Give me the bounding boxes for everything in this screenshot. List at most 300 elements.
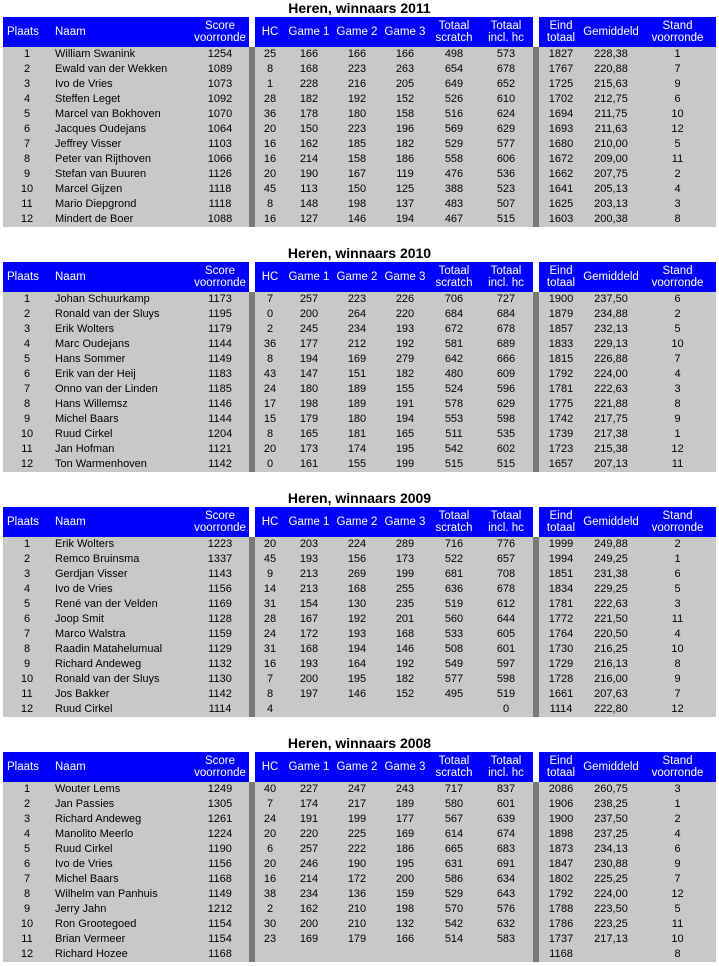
cell-eind-totaal: 1657 <box>539 457 583 472</box>
table-row <box>3 782 716 797</box>
cell-gemiddeld: 234,13 <box>583 842 639 857</box>
cell-naam: Stefan van Buuren <box>51 167 191 182</box>
cell-game-3: 146 <box>381 642 429 657</box>
cell-totaal-scratch: 581 <box>429 337 479 352</box>
cell-stand-voorronde: 9 <box>639 857 716 872</box>
cell-totaal-incl-hc: 597 <box>479 657 533 672</box>
cell-totaal-scratch: 716 <box>429 537 479 552</box>
cell-game-2: 223 <box>333 62 381 77</box>
cell-hc: 20 <box>255 167 285 182</box>
cell-stand-voorronde: 7 <box>639 687 716 702</box>
cell-score-voorronde: 1142 <box>191 457 249 472</box>
cell-totaal-scratch: 560 <box>429 612 479 627</box>
cell-totaal-scratch: 495 <box>429 687 479 702</box>
cell-hc: 8 <box>255 687 285 702</box>
table-row <box>3 567 716 582</box>
cell-plaats: 7 <box>3 137 51 152</box>
cell-score-voorronde: 1169 <box>191 597 249 612</box>
cell-plaats: 6 <box>3 122 51 137</box>
cell-totaal-incl-hc: 515 <box>479 212 533 227</box>
cell-game-1: 214 <box>285 872 333 887</box>
cell-eind-totaal: 1857 <box>539 322 583 337</box>
cell-hc: 20 <box>255 442 285 457</box>
header-label: HC <box>261 760 279 773</box>
cell-eind-totaal: 1788 <box>539 902 583 917</box>
cell-hc: 30 <box>255 917 285 932</box>
cell-game-1 <box>285 947 333 962</box>
cell-game-2: 174 <box>333 442 381 457</box>
cell-game-3: 186 <box>381 152 429 167</box>
cell-game-2: 180 <box>333 412 381 427</box>
cell-totaal-scratch: 717 <box>429 782 479 797</box>
cell-stand-voorronde: 1 <box>639 47 716 62</box>
cell-plaats: 2 <box>3 62 51 77</box>
results-table <box>3 262 716 472</box>
cell-plaats: 7 <box>3 382 51 397</box>
cell-plaats: 1 <box>3 537 51 552</box>
cell-game-3 <box>381 947 429 962</box>
header-label: Totaal <box>438 264 470 277</box>
header-label: Totaal <box>438 19 470 32</box>
cell-stand-voorronde: 4 <box>639 367 716 382</box>
cell-score-voorronde: 1066 <box>191 152 249 167</box>
header-game-3 <box>381 507 429 537</box>
cell-totaal-scratch: 388 <box>429 182 479 197</box>
cell-eind-totaal: 1786 <box>539 917 583 932</box>
cell-game-3: 199 <box>381 457 429 472</box>
cell-totaal-scratch: 480 <box>429 367 479 382</box>
cell-totaal-incl-hc: 684 <box>479 307 533 322</box>
header-label: scratch <box>435 522 473 534</box>
cell-hc: 24 <box>255 627 285 642</box>
header-hc <box>255 17 285 47</box>
header-naam <box>51 17 191 47</box>
table-row <box>3 457 716 472</box>
cell-naam: Ton Warmenhoven <box>51 457 191 472</box>
cell-totaal-scratch: 654 <box>429 62 479 77</box>
cell-totaal-scratch: 570 <box>429 902 479 917</box>
cell-totaal-incl-hc: 612 <box>479 597 533 612</box>
header-totaal-incl-hc <box>479 262 533 292</box>
cell-stand-voorronde: 6 <box>639 567 716 582</box>
cell-hc: 38 <box>255 887 285 902</box>
cell-hc: 6 <box>255 842 285 857</box>
cell-game-3: 193 <box>381 322 429 337</box>
results-table <box>3 17 716 227</box>
table-row <box>3 812 716 827</box>
cell-plaats: 9 <box>3 657 51 672</box>
cell-naam: Marcel Gijzen <box>51 182 191 197</box>
table-row <box>3 642 716 657</box>
cell-game-2: 212 <box>333 337 381 352</box>
cell-game-3: 199 <box>381 567 429 582</box>
cell-game-2: 223 <box>333 292 381 307</box>
header-gemiddeld <box>583 507 639 537</box>
cell-game-3: 235 <box>381 597 429 612</box>
cell-game-2: 156 <box>333 552 381 567</box>
cell-hc: 7 <box>255 797 285 812</box>
header-row <box>3 17 716 47</box>
header-naam <box>51 507 191 537</box>
cell-plaats: 11 <box>3 442 51 457</box>
table-row <box>3 672 716 687</box>
cell-gemiddeld: 216,00 <box>583 672 639 687</box>
cell-naam: Erik Wolters <box>51 537 191 552</box>
header-label: Score <box>204 509 236 522</box>
cell-game-2: 181 <box>333 427 381 442</box>
cell-totaal-scratch: 524 <box>429 382 479 397</box>
cell-stand-voorronde: 1 <box>639 552 716 567</box>
header-plaats <box>3 752 51 782</box>
cell-eind-totaal: 1603 <box>539 212 583 227</box>
cell-gemiddeld: 200,38 <box>583 212 639 227</box>
header-label: incl. hc <box>488 32 524 44</box>
cell-game-2: 195 <box>333 672 381 687</box>
cell-game-1: 203 <box>285 537 333 552</box>
cell-gemiddeld: 229,13 <box>583 337 639 352</box>
header-label: Game 3 <box>384 270 426 283</box>
cell-game-2: 155 <box>333 457 381 472</box>
cell-hc: 20 <box>255 857 285 872</box>
cell-totaal-incl-hc: 519 <box>479 687 533 702</box>
cell-eind-totaal: 1792 <box>539 367 583 382</box>
cell-stand-voorronde: 4 <box>639 182 716 197</box>
cell-gemiddeld: 229,25 <box>583 582 639 597</box>
cell-game-1: 161 <box>285 457 333 472</box>
cell-gemiddeld: 226,88 <box>583 352 639 367</box>
cell-game-2: 166 <box>333 47 381 62</box>
cell-totaal-scratch <box>429 702 479 717</box>
cell-stand-voorronde: 9 <box>639 77 716 92</box>
header-game-1 <box>285 262 333 292</box>
cell-game-2: 217 <box>333 797 381 812</box>
header-totaal-scratch <box>429 17 479 47</box>
cell-totaal-incl-hc: 577 <box>479 137 533 152</box>
cell-gemiddeld: 232,13 <box>583 322 639 337</box>
cell-game-2: 194 <box>333 642 381 657</box>
cell-naam: Ruud Cirkel <box>51 427 191 442</box>
header-hc <box>255 262 285 292</box>
cell-gemiddeld: 216,25 <box>583 642 639 657</box>
cell-game-3: 132 <box>381 917 429 932</box>
header-label: Totaal <box>490 509 522 522</box>
cell-game-1: 200 <box>285 672 333 687</box>
table-row <box>3 322 716 337</box>
cell-totaal-incl-hc: 678 <box>479 322 533 337</box>
header-label: voorronde <box>651 767 704 779</box>
cell-eind-totaal: 1730 <box>539 642 583 657</box>
cell-eind-totaal: 1680 <box>539 137 583 152</box>
cell-game-3: 137 <box>381 197 429 212</box>
cell-stand-voorronde: 7 <box>639 62 716 77</box>
cell-stand-voorronde: 12 <box>639 702 716 717</box>
header-totaal-incl-hc <box>479 507 533 537</box>
cell-game-2: 168 <box>333 582 381 597</box>
header-score-voorronde <box>191 17 249 47</box>
cell-game-1: 228 <box>285 77 333 92</box>
cell-hc: 25 <box>255 47 285 62</box>
table-row <box>3 47 716 62</box>
header-label: Stand <box>662 19 693 32</box>
header-label: Gemiddeld <box>583 760 639 773</box>
cell-hc: 0 <box>255 307 285 322</box>
cell-game-3: 198 <box>381 902 429 917</box>
cell-naam: Johan Schuurkamp <box>51 292 191 307</box>
cell-naam: Mario Diepgrond <box>51 197 191 212</box>
cell-hc: 28 <box>255 612 285 627</box>
table-row <box>3 442 716 457</box>
cell-gemiddeld: 212,75 <box>583 92 639 107</box>
cell-game-2: 247 <box>333 782 381 797</box>
cell-game-3: 173 <box>381 552 429 567</box>
cell-hc: 45 <box>255 182 285 197</box>
cell-gemiddeld: 249,88 <box>583 537 639 552</box>
header-label: Eind <box>549 754 573 767</box>
cell-gemiddeld: 217,13 <box>583 932 639 947</box>
cell-game-3: 155 <box>381 382 429 397</box>
header-label: Game 2 <box>336 515 378 528</box>
header-game-2 <box>333 507 381 537</box>
header-hc <box>255 507 285 537</box>
cell-hc: 9 <box>255 567 285 582</box>
cell-game-1: 213 <box>285 582 333 597</box>
cell-game-2: 151 <box>333 367 381 382</box>
cell-stand-voorronde: 5 <box>639 322 716 337</box>
cell-gemiddeld: 237,25 <box>583 827 639 842</box>
header-label: Score <box>204 264 236 277</box>
cell-totaal-incl-hc: 598 <box>479 412 533 427</box>
cell-game-2: 158 <box>333 152 381 167</box>
cell-eind-totaal: 1764 <box>539 627 583 642</box>
cell-stand-voorronde: 8 <box>639 947 716 962</box>
cell-eind-totaal: 1847 <box>539 857 583 872</box>
header-label: Totaal <box>438 509 470 522</box>
cell-score-voorronde: 1126 <box>191 167 249 182</box>
cell-score-voorronde: 1149 <box>191 352 249 367</box>
header-label: Game 1 <box>288 25 330 38</box>
cell-naam: Brian Vermeer <box>51 932 191 947</box>
cell-game-1: 113 <box>285 182 333 197</box>
cell-stand-voorronde: 2 <box>639 812 716 827</box>
cell-naam: Peter van Rijthoven <box>51 152 191 167</box>
cell-hc: 16 <box>255 657 285 672</box>
header-game-1 <box>285 17 333 47</box>
cell-eind-totaal: 1781 <box>539 597 583 612</box>
table-row <box>3 797 716 812</box>
header-totaal-scratch <box>429 752 479 782</box>
cell-game-3: 158 <box>381 107 429 122</box>
header-label: Gemiddeld <box>583 25 639 38</box>
cell-totaal-incl-hc: 583 <box>479 932 533 947</box>
header-naam <box>51 752 191 782</box>
cell-eind-totaal: 1114 <box>539 702 583 717</box>
cell-gemiddeld: 211,75 <box>583 107 639 122</box>
cell-game-1: 220 <box>285 827 333 842</box>
header-label: totaal <box>546 522 576 534</box>
cell-totaal-incl-hc: 605 <box>479 627 533 642</box>
table-row <box>3 932 716 947</box>
cell-totaal-scratch: 529 <box>429 887 479 902</box>
cell-totaal-scratch: 706 <box>429 292 479 307</box>
table-row <box>3 397 716 412</box>
cell-game-3: 200 <box>381 872 429 887</box>
cell-score-voorronde: 1064 <box>191 122 249 137</box>
cell-score-voorronde: 1249 <box>191 782 249 797</box>
cell-plaats: 3 <box>3 812 51 827</box>
cell-score-voorronde: 1118 <box>191 197 249 212</box>
table-row <box>3 212 716 227</box>
cell-plaats: 11 <box>3 197 51 212</box>
cell-game-2: 180 <box>333 107 381 122</box>
cell-totaal-incl-hc: 609 <box>479 367 533 382</box>
cell-stand-voorronde: 3 <box>639 597 716 612</box>
cell-game-2: 198 <box>333 197 381 212</box>
cell-game-2: 234 <box>333 322 381 337</box>
cell-hc: 8 <box>255 197 285 212</box>
cell-score-voorronde: 1149 <box>191 887 249 902</box>
header-label: totaal <box>546 767 576 779</box>
cell-score-voorronde: 1154 <box>191 932 249 947</box>
cell-totaal-incl-hc: 624 <box>479 107 533 122</box>
header-row <box>3 507 716 537</box>
cell-game-2: 224 <box>333 537 381 552</box>
cell-game-1: 245 <box>285 322 333 337</box>
cell-score-voorronde: 1168 <box>191 872 249 887</box>
cell-game-3: 182 <box>381 672 429 687</box>
header-game-2 <box>333 752 381 782</box>
cell-game-2: 192 <box>333 612 381 627</box>
cell-gemiddeld <box>583 947 639 962</box>
cell-game-1: 172 <box>285 627 333 642</box>
header-game-1 <box>285 752 333 782</box>
cell-naam: Hans Willemsz <box>51 397 191 412</box>
cell-game-1: 178 <box>285 107 333 122</box>
cell-plaats: 4 <box>3 92 51 107</box>
cell-hc: 2 <box>255 322 285 337</box>
cell-totaal-scratch: 514 <box>429 932 479 947</box>
cell-totaal-scratch: 636 <box>429 582 479 597</box>
cell-totaal-incl-hc: 634 <box>479 872 533 887</box>
cell-game-1: 168 <box>285 62 333 77</box>
cell-game-3: 289 <box>381 537 429 552</box>
cell-eind-totaal: 1827 <box>539 47 583 62</box>
cell-plaats: 8 <box>3 642 51 657</box>
cell-gemiddeld: 216,13 <box>583 657 639 672</box>
cell-game-2: 189 <box>333 397 381 412</box>
cell-naam: Onno van der Linden <box>51 382 191 397</box>
cell-gemiddeld: 207,75 <box>583 167 639 182</box>
header-totaal-scratch <box>429 507 479 537</box>
results-section <box>0 490 719 721</box>
cell-totaal-incl-hc: 576 <box>479 902 533 917</box>
cell-plaats: 10 <box>3 182 51 197</box>
cell-totaal-incl-hc: 515 <box>479 457 533 472</box>
cell-stand-voorronde: 11 <box>639 612 716 627</box>
cell-naam: Gerdjan Visser <box>51 567 191 582</box>
cell-naam: Ewald van der Wekken <box>51 62 191 77</box>
cell-gemiddeld: 234,88 <box>583 307 639 322</box>
header-stand-voorronde <box>639 752 716 782</box>
table-row <box>3 687 716 702</box>
cell-totaal-incl-hc: 657 <box>479 552 533 567</box>
cell-totaal-incl-hc: 573 <box>479 47 533 62</box>
cell-eind-totaal: 2086 <box>539 782 583 797</box>
cell-naam: Steffen Leget <box>51 92 191 107</box>
header-label: voorronde <box>194 522 246 534</box>
header-game-3 <box>381 752 429 782</box>
cell-game-1: 193 <box>285 552 333 567</box>
cell-totaal-incl-hc: 601 <box>479 642 533 657</box>
cell-eind-totaal: 1898 <box>539 827 583 842</box>
cell-game-2: 225 <box>333 827 381 842</box>
cell-game-2 <box>333 702 381 717</box>
cell-totaal-scratch: 483 <box>429 197 479 212</box>
cell-score-voorronde: 1070 <box>191 107 249 122</box>
cell-naam: Ruud Cirkel <box>51 842 191 857</box>
cell-gemiddeld: 237,50 <box>583 292 639 307</box>
cell-score-voorronde: 1154 <box>191 917 249 932</box>
cell-score-voorronde: 1183 <box>191 367 249 382</box>
cell-eind-totaal: 1767 <box>539 62 583 77</box>
header-label: Game 2 <box>336 270 378 283</box>
cell-totaal-incl-hc: 536 <box>479 167 533 182</box>
header-eind-totaal <box>539 262 583 292</box>
cell-game-3: 194 <box>381 412 429 427</box>
cell-stand-voorronde: 10 <box>639 932 716 947</box>
cell-gemiddeld: 215,63 <box>583 77 639 92</box>
header-label: scratch <box>435 32 473 44</box>
cell-score-voorronde: 1129 <box>191 642 249 657</box>
cell-totaal-scratch: 533 <box>429 627 479 642</box>
cell-eind-totaal: 1693 <box>539 122 583 137</box>
cell-hc: 36 <box>255 337 285 352</box>
cell-game-3: 192 <box>381 657 429 672</box>
cell-score-voorronde: 1173 <box>191 292 249 307</box>
header-gemiddeld <box>583 752 639 782</box>
cell-stand-voorronde: 6 <box>639 292 716 307</box>
cell-gemiddeld: 217,38 <box>583 427 639 442</box>
cell-game-2: 222 <box>333 842 381 857</box>
table-row <box>3 947 716 962</box>
cell-naam: Richard Andeweg <box>51 812 191 827</box>
cell-totaal-incl-hc: 535 <box>479 427 533 442</box>
cell-score-voorronde: 1185 <box>191 382 249 397</box>
cell-stand-voorronde: 6 <box>639 842 716 857</box>
cell-plaats: 4 <box>3 827 51 842</box>
header-label: HC <box>261 25 279 38</box>
cell-plaats: 3 <box>3 567 51 582</box>
cell-naam: Jos Bakker <box>51 687 191 702</box>
cell-plaats: 2 <box>3 307 51 322</box>
header-row <box>3 752 716 782</box>
header-eind-totaal <box>539 752 583 782</box>
cell-plaats: 3 <box>3 77 51 92</box>
cell-totaal-scratch: 649 <box>429 77 479 92</box>
cell-game-3: 125 <box>381 182 429 197</box>
header-label: Game 1 <box>288 270 330 283</box>
cell-score-voorronde: 1073 <box>191 77 249 92</box>
cell-gemiddeld: 225,25 <box>583 872 639 887</box>
cell-totaal-incl-hc: 727 <box>479 292 533 307</box>
table-row <box>3 917 716 932</box>
cell-hc: 20 <box>255 537 285 552</box>
cell-plaats: 1 <box>3 47 51 62</box>
cell-stand-voorronde: 9 <box>639 412 716 427</box>
cell-score-voorronde: 1103 <box>191 137 249 152</box>
cell-game-1: 147 <box>285 367 333 382</box>
cell-naam: Ivo de Vries <box>51 857 191 872</box>
cell-score-voorronde: 1142 <box>191 687 249 702</box>
